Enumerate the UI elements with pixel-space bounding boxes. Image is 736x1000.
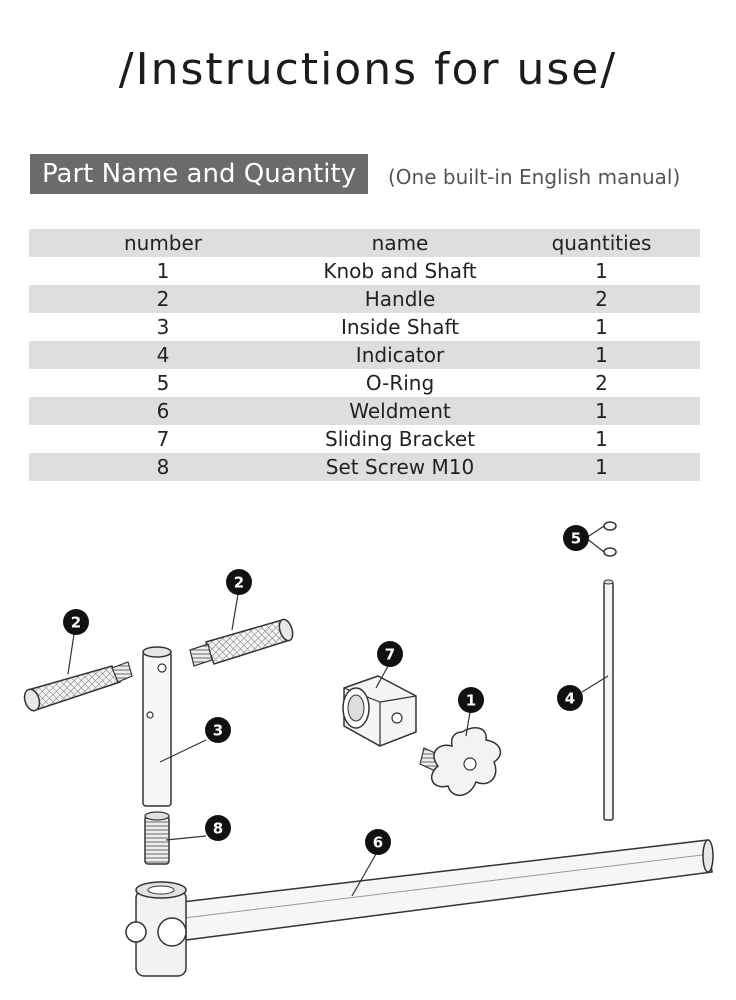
callout-badge-4: [557, 685, 583, 711]
row-name: Inside Shaft: [340, 315, 460, 339]
row-name: Weldment: [349, 399, 451, 423]
page-title: /Instructions for use/: [118, 44, 618, 95]
table-row: [29, 341, 700, 369]
callout-label: 2: [233, 573, 245, 592]
row-quantity: 1: [595, 259, 608, 283]
row-number: 8: [156, 455, 170, 479]
row-name: Indicator: [355, 343, 445, 367]
callout-label: 4: [564, 689, 576, 708]
header-name: name: [371, 231, 429, 255]
table-row: [29, 313, 700, 341]
callout-badge-3: [205, 717, 231, 743]
indicator-rod: [604, 580, 613, 820]
handle-left: [22, 662, 132, 713]
row-name: O-Ring: [365, 371, 435, 395]
section-heading: Part Name and Quantity: [30, 154, 368, 194]
callout-badge-7: [377, 641, 403, 667]
exploded-parts-diagram: [0, 500, 736, 1000]
sliding-bracket: [343, 676, 416, 746]
handle-right: [190, 618, 295, 666]
inside-shaft: [143, 647, 171, 806]
row-number: 6: [156, 399, 170, 423]
row-quantity: 1: [595, 455, 608, 479]
callout-badge-6: [365, 829, 391, 855]
callout-label: 2: [70, 613, 82, 632]
table-row: [29, 285, 700, 313]
callout-badge-2b: [226, 569, 252, 595]
row-number: 3: [156, 315, 170, 339]
row-number: 2: [156, 287, 170, 311]
row-number: 1: [156, 259, 170, 283]
callout-badge-5: [563, 525, 589, 551]
row-name: Handle: [364, 287, 436, 311]
set-screw: [145, 812, 169, 864]
header-quantity: quantities: [551, 231, 652, 255]
table-row: [29, 397, 700, 425]
weldment: [126, 840, 713, 976]
section-note: (One built-in English manual): [388, 165, 681, 189]
callout-label: 3: [212, 721, 224, 740]
row-number: 4: [156, 343, 170, 367]
callout-label: 1: [465, 691, 477, 710]
o-rings: [604, 522, 616, 556]
callout-badge-8: [205, 815, 231, 841]
callout-label: 6: [372, 833, 384, 852]
table-row: [29, 453, 700, 481]
callout-label: 5: [570, 529, 582, 548]
parts-table: [29, 229, 700, 481]
header-number: number: [123, 231, 203, 255]
callout-label: 7: [384, 645, 396, 664]
table-row: [29, 425, 700, 453]
row-number: 5: [156, 371, 170, 395]
row-quantity: 1: [595, 343, 608, 367]
row-quantity: 1: [595, 399, 608, 423]
row-name: Knob and Shaft: [323, 259, 477, 283]
table-header-row: [29, 229, 700, 257]
row-name: Set Screw M10: [325, 455, 475, 479]
row-quantity: 2: [595, 371, 608, 395]
table-row: [29, 257, 700, 285]
row-name: Sliding Bracket: [325, 427, 475, 451]
table-row: [29, 369, 700, 397]
knob-and-shaft: [420, 728, 500, 796]
row-quantity: 2: [595, 287, 608, 311]
row-number: 7: [156, 427, 170, 451]
row-quantity: 1: [595, 427, 608, 451]
callout-badge-2a: [63, 609, 89, 635]
callout-badge-1: [458, 687, 484, 713]
row-quantity: 1: [595, 315, 608, 339]
callout-label: 8: [212, 819, 224, 838]
